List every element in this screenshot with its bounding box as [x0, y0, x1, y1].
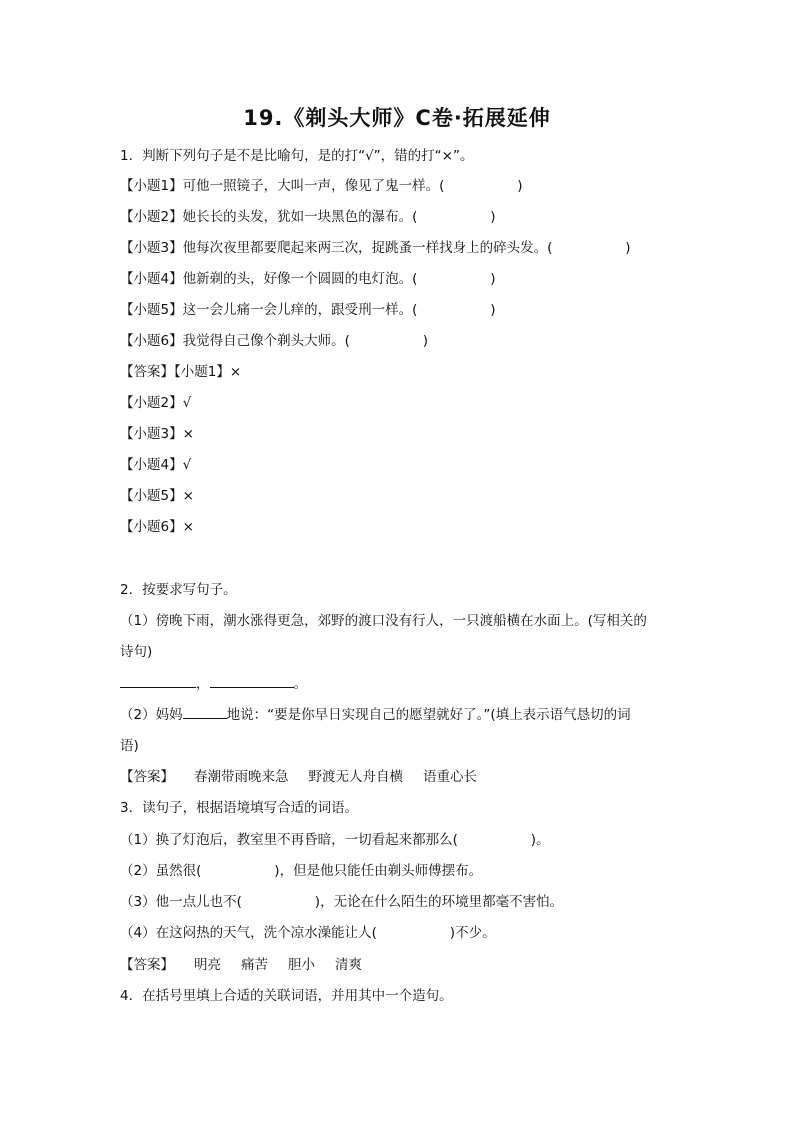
q2-answer-2: 野渡无人舟自横	[308, 769, 403, 785]
answer-blank[interactable]	[120, 675, 196, 688]
q1-item-1: 【小题1】可他一照镜子，大叫一声，像见了鬼一样。( )	[120, 178, 523, 194]
q3-answer-4: 清爽	[335, 957, 362, 973]
q3-answer-1: 明亮	[194, 957, 221, 973]
q3-item-4: （4）在这闷热的天气，洗个凉水澡能让人( )不少。	[120, 925, 496, 941]
q1-prompt: 1．判断下列句子是不是比喻句，是的打“√”，错的打“×”。	[120, 148, 474, 164]
q2-prompt: 2．按要求写句子。	[120, 582, 237, 598]
q1-item-4: 【小题4】他新剃的头，好像一个圆圆的电灯泡。( )	[120, 271, 496, 287]
q1-answer-3: 【小题3】×	[120, 426, 194, 442]
q2-item-1-line-2: 诗句)	[120, 644, 153, 660]
q3-answer	[120, 956, 362, 974]
q1-answer-1: 【答案】【小题1】×	[120, 364, 242, 380]
q2-answer	[120, 768, 477, 786]
page-title: 19.《剃头大师》C卷·拓展延伸	[243, 106, 551, 130]
q2-item-2-line-1	[120, 706, 631, 724]
q1-answer-2: 【小题2】√	[120, 395, 192, 411]
q3-answer-2: 痛苦	[241, 957, 268, 973]
q4-prompt: 4．在括号里填上合适的关联词语，并用其中一个造句。	[120, 988, 453, 1004]
q2-item-2-line-2: 语)	[120, 738, 139, 754]
q1-item-3: 【小题3】他每次夜里都要爬起来两三次，捉跳蚤一样找身上的碎头发。( )	[120, 240, 631, 256]
q1-item-5: 【小题5】这一会儿痛一会儿痒的，跟受刑一样。( )	[120, 302, 496, 318]
q2-answer-1: 春潮带雨晚来急	[194, 769, 289, 785]
answer-label: 【答案】	[120, 957, 174, 973]
q1-answer-6: 【小题6】×	[120, 519, 194, 535]
q1-item-6: 【小题6】我觉得自己像个剃头大师。( )	[120, 333, 429, 349]
q2-item-1-blanks	[120, 675, 307, 693]
q1-answer-4: 【小题4】√	[120, 457, 192, 473]
q3-item-1: （1）换了灯泡后，教室里不再昏暗，一切看起来都那么( )。	[120, 832, 550, 848]
q2-item-1-line-1: （1）傍晚下雨，潮水涨得更急，郊野的渡口没有行人，一只渡船横在水面上。(写相关的	[120, 613, 647, 629]
q3-item-3: （3）他一点儿也不( )，无论在什么陌生的环境里都毫不害怕。	[120, 894, 564, 910]
q2-answer-3: 语重心长	[423, 769, 477, 785]
q3-answer-3: 胆小	[288, 957, 315, 973]
q3-prompt: 3．读句子，根据语境填写合适的词语。	[120, 800, 359, 816]
q3-item-2: （2）虽然很( )，但是他只能任由剃头师傅摆布。	[120, 863, 483, 879]
q2-item-2-start: （2）妈妈	[120, 707, 183, 723]
answer-blank[interactable]	[183, 706, 227, 719]
answer-blank[interactable]	[210, 675, 294, 688]
q2-item-2-rest: 地说：“要是你早日实现自己的愿望就好了。”(填上表示语气恳切的词	[226, 707, 631, 723]
comma-text: ，	[196, 676, 210, 692]
q1-item-2: 【小题2】她长长的头发，犹如一块黑色的瀑布。( )	[120, 209, 496, 225]
q1-answer-5: 【小题5】×	[120, 488, 194, 504]
answer-label: 【答案】	[120, 769, 174, 785]
period-text: 。	[293, 676, 307, 692]
